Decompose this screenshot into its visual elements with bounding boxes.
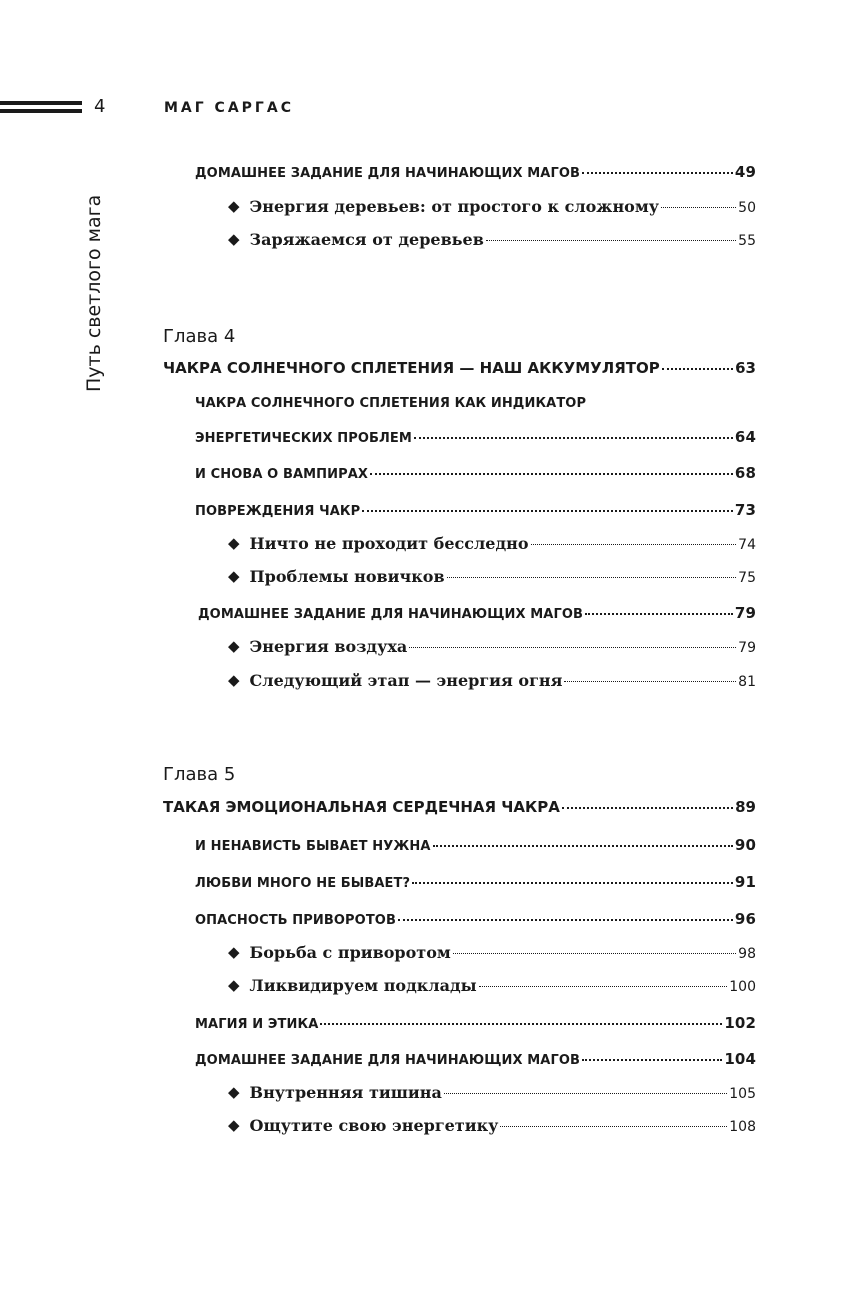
toc-entry-page: 91 bbox=[734, 873, 756, 891]
toc-entry-page: 64 bbox=[734, 428, 756, 446]
leader-dots bbox=[398, 919, 733, 921]
leader-dots bbox=[453, 953, 736, 954]
toc-entry-label: Проблемы новичков bbox=[249, 567, 445, 586]
toc-entry-label-line: ЧАКРА СОЛНЕЧНОГО СПЛЕТЕНИЯ КАК ИНДИКАТОР bbox=[195, 396, 587, 411]
toc-entry-label: ЛЮБВИ МНОГО НЕ БЫВАЕТ? bbox=[195, 876, 411, 891]
toc-entry-subsection bbox=[228, 1083, 756, 1102]
toc-entry-page: 75 bbox=[738, 570, 756, 586]
leader-dots bbox=[562, 807, 733, 809]
toc-entry-chapter bbox=[163, 798, 756, 816]
toc-entry-label: Ощутите свою энергетику bbox=[249, 1116, 499, 1135]
bullet-icon: ◆ bbox=[228, 230, 240, 248]
leader-dots bbox=[531, 544, 737, 545]
toc-entry-page: 68 bbox=[734, 464, 756, 482]
toc-entry-page: 73 bbox=[734, 501, 756, 519]
leader-dots bbox=[414, 437, 733, 439]
toc-entry-label: И НЕНАВИСТЬ БЫВАЕТ НУЖНА bbox=[195, 839, 431, 854]
toc-entry-page: 79 bbox=[738, 640, 756, 656]
leader-dots bbox=[479, 986, 728, 987]
toc-entry-label: МАГИЯ И ЭТИКА bbox=[195, 1017, 319, 1032]
leader-dots bbox=[585, 613, 733, 615]
bullet-icon: ◆ bbox=[228, 671, 240, 689]
toc-entry-label: Борьба с приворотом bbox=[249, 943, 451, 962]
toc-entry-page: 79 bbox=[734, 604, 756, 622]
bullet-icon: ◆ bbox=[228, 1116, 240, 1134]
toc-entry-section bbox=[195, 464, 756, 482]
leader-dots bbox=[662, 368, 733, 370]
toc-entry-subsection bbox=[228, 1116, 756, 1135]
bullet-icon: ◆ bbox=[228, 197, 240, 215]
toc-entry-label: ЧАКРА СОЛНЕЧНОГО СПЛЕТЕНИЯ — НАШ АККУМУЛЯТОР bbox=[163, 359, 660, 377]
toc-entry-label: ДОМАШНЕЕ ЗАДАНИЕ ДЛЯ НАЧИНАЮЩИХ МАГОВ bbox=[195, 166, 580, 181]
toc-entry-page: 81 bbox=[738, 674, 756, 690]
toc-entry-page: 63 bbox=[735, 359, 756, 377]
side-book-title: Путь светлого мага bbox=[83, 194, 105, 392]
leader-dots bbox=[500, 1126, 727, 1127]
toc-entry-page: 105 bbox=[729, 1086, 756, 1102]
toc-entry-subsection bbox=[228, 976, 756, 995]
header-rule bbox=[0, 101, 82, 117]
toc-entry-label: ОПАСНОСТЬ ПРИВОРОТОВ bbox=[195, 913, 396, 928]
bullet-icon: ◆ bbox=[228, 534, 240, 552]
toc-entry-page: 50 bbox=[738, 200, 756, 216]
page-number: 4 bbox=[94, 96, 106, 117]
toc-entry-section bbox=[195, 1050, 756, 1068]
toc-entry-label: ТАКАЯ ЭМОЦИОНАЛЬНАЯ СЕРДЕЧНАЯ ЧАКРА bbox=[163, 798, 560, 816]
toc-entry-subsection bbox=[228, 943, 756, 962]
bullet-icon: ◆ bbox=[228, 637, 240, 655]
toc-entry-subsection bbox=[228, 637, 756, 656]
toc-entry-section bbox=[195, 428, 756, 446]
leader-dots bbox=[320, 1023, 722, 1025]
leader-dots bbox=[370, 473, 733, 475]
toc-entry-subsection bbox=[228, 567, 756, 586]
chapter-label: Глава 5 bbox=[163, 764, 236, 785]
toc-entry-section bbox=[195, 163, 756, 181]
toc-entry-section bbox=[195, 836, 756, 854]
toc-entry-section bbox=[195, 910, 756, 928]
toc-entry-label: Внутренняя тишина bbox=[249, 1083, 442, 1102]
toc-entry-page: 104 bbox=[724, 1050, 756, 1068]
toc-entry-subsection bbox=[228, 671, 756, 690]
toc-entry-label: ЭНЕРГЕТИЧЕСКИХ ПРОБЛЕМ bbox=[195, 431, 412, 446]
toc-entry-page: 90 bbox=[734, 836, 756, 854]
leader-dots bbox=[409, 647, 736, 648]
toc-entry-page: 74 bbox=[738, 537, 756, 553]
leader-dots bbox=[564, 681, 736, 682]
toc-entry-label: Ликвидируем подклады bbox=[249, 976, 477, 995]
toc-entry-label: ДОМАШНЕЕ ЗАДАНИЕ ДЛЯ НАЧИНАЮЩИХ МАГОВ bbox=[195, 1053, 580, 1068]
toc-entry-chapter bbox=[163, 359, 756, 377]
toc-entry-subsection bbox=[228, 230, 756, 249]
toc-entry-section bbox=[195, 501, 756, 519]
bullet-icon: ◆ bbox=[228, 1083, 240, 1101]
leader-dots bbox=[447, 577, 737, 578]
leader-dots bbox=[486, 240, 736, 241]
bullet-icon: ◆ bbox=[228, 943, 240, 961]
toc-entry-label: ДОМАШНЕЕ ЗАДАНИЕ ДЛЯ НАЧИНАЮЩИХ МАГОВ bbox=[198, 607, 583, 622]
leader-dots bbox=[433, 845, 733, 847]
bullet-icon: ◆ bbox=[228, 976, 240, 994]
toc-entry-page: 49 bbox=[734, 163, 756, 181]
leader-dots bbox=[412, 882, 733, 884]
toc-entry-label: Ничто не проходит бесследно bbox=[249, 534, 529, 553]
toc-entry-subsection bbox=[228, 197, 756, 216]
toc-entry-page: 89 bbox=[735, 798, 756, 816]
toc-entry-label: Энергия воздуха bbox=[249, 637, 408, 656]
bullet-icon: ◆ bbox=[228, 567, 240, 585]
leader-dots bbox=[582, 1059, 722, 1061]
leader-dots bbox=[362, 510, 733, 512]
toc-entry-page: 98 bbox=[738, 946, 756, 962]
toc-entry-label: Заряжаемся от деревьев bbox=[249, 230, 484, 249]
leader-dots bbox=[582, 172, 733, 174]
toc-entry-page: 55 bbox=[738, 233, 756, 249]
toc-entry-label: ПОВРЕЖДЕНИЯ ЧАКР bbox=[195, 504, 361, 519]
toc-entry-subsection bbox=[228, 534, 756, 553]
toc-entry-label: Энергия деревьев: от простого к сложному bbox=[249, 197, 659, 216]
toc-entry-label: И СНОВА О ВАМПИРАХ bbox=[195, 467, 369, 482]
leader-dots bbox=[661, 207, 736, 208]
toc-entry-section bbox=[198, 604, 756, 622]
toc-entry-section bbox=[195, 873, 756, 891]
leader-dots bbox=[444, 1093, 727, 1094]
toc-entry-page: 108 bbox=[729, 1119, 756, 1135]
toc-entry-page: 100 bbox=[729, 979, 756, 995]
toc-entry-page: 96 bbox=[734, 910, 756, 928]
toc-entry-page: 102 bbox=[724, 1014, 756, 1032]
toc-entry-label: Следующий этап — энергия огня bbox=[249, 671, 563, 690]
toc-entry-section bbox=[195, 1014, 756, 1032]
chapter-label: Глава 4 bbox=[163, 326, 236, 347]
running-header-author: МАГ САРГАС bbox=[164, 100, 294, 116]
